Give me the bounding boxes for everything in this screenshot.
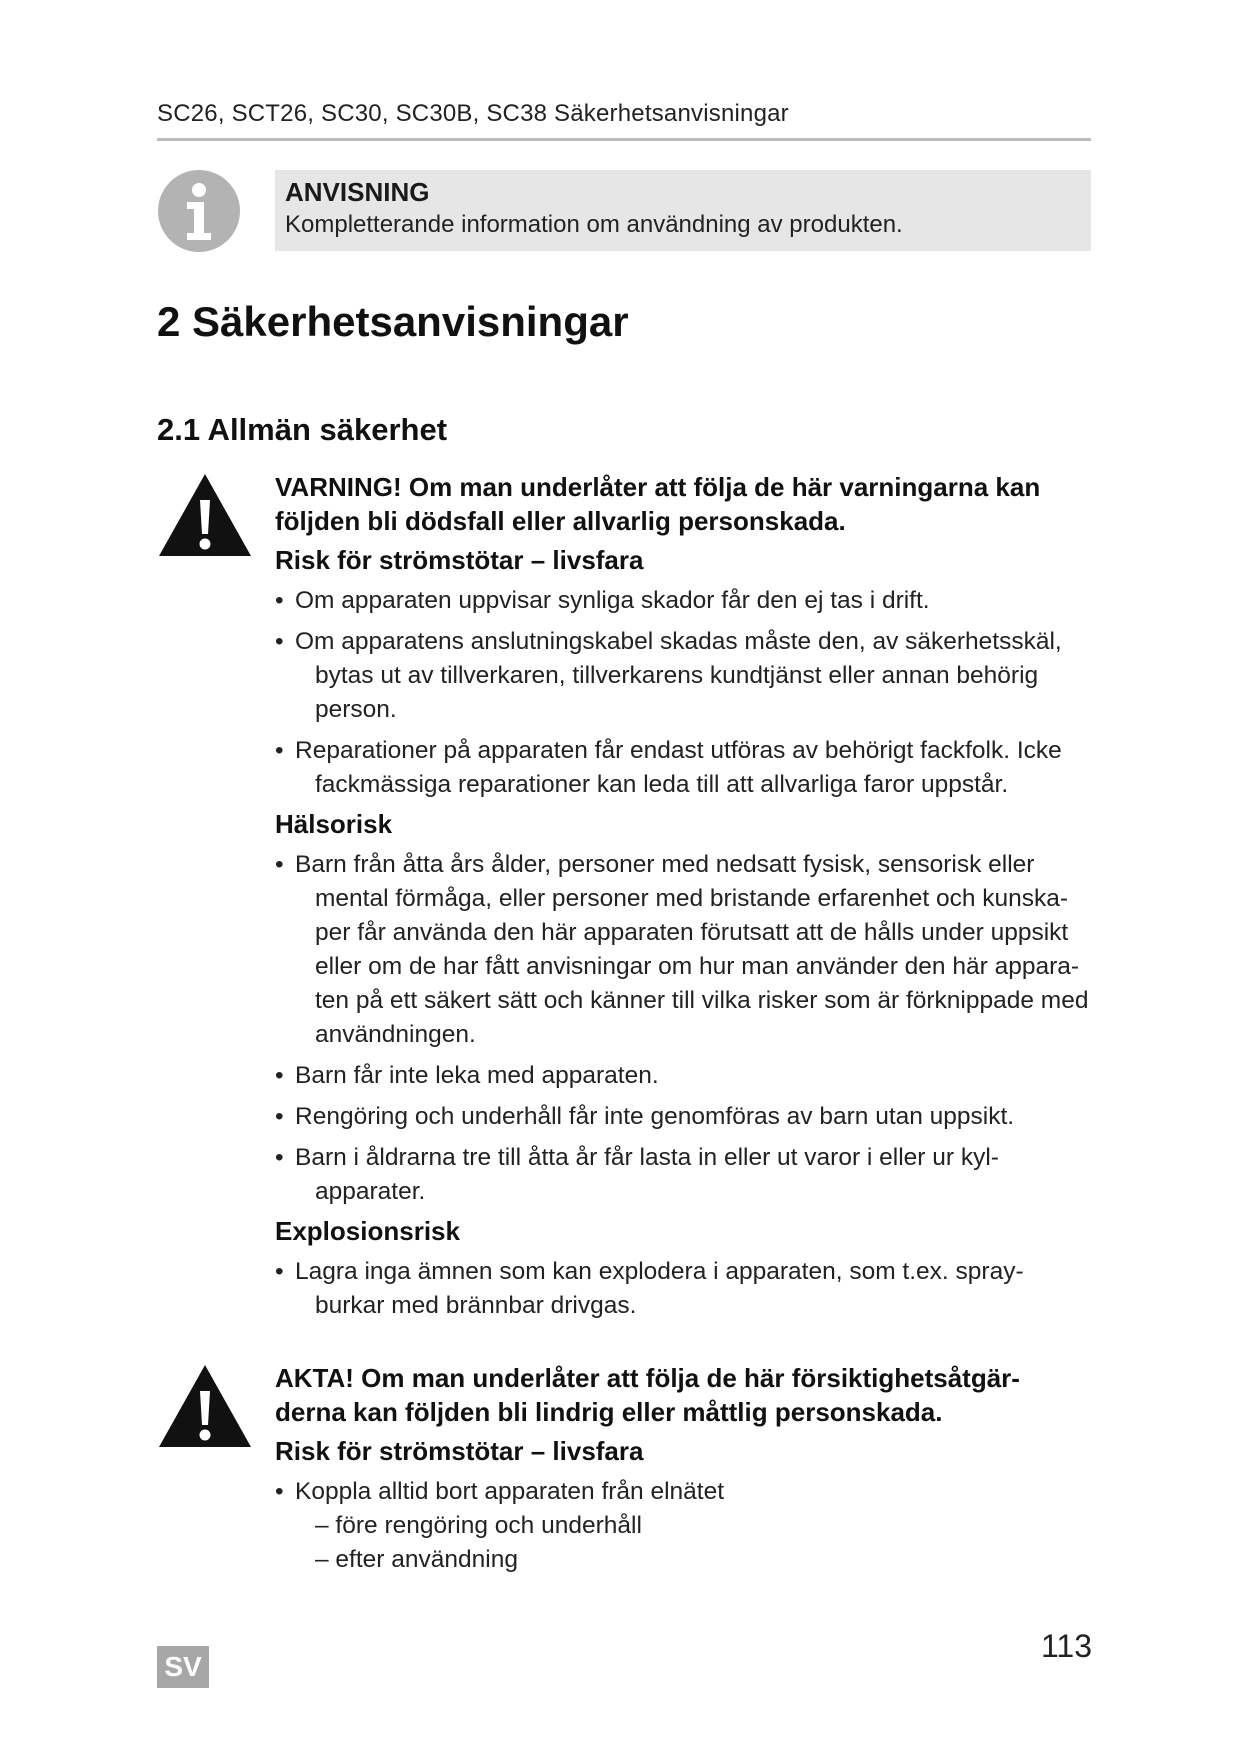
note-title: ANVISNING bbox=[285, 177, 430, 207]
caution-block bbox=[275, 1361, 1091, 1577]
info-icon bbox=[157, 169, 241, 253]
list-item: • Rengöring och underhåll får inte genomföras av barn utan uppsikt. bbox=[275, 1103, 1015, 1130]
list-item: • Barn i åldrarna tre till åtta år får lasta in eller ut varor i eller ur kyl- apparater. bbox=[275, 1144, 999, 1205]
explosion-risk-heading: Explosionsrisk bbox=[275, 1216, 460, 1246]
section-title: 2.1 Allmän säkerhet bbox=[157, 412, 448, 447]
warning-block bbox=[275, 470, 1091, 1323]
language-badge: SV bbox=[157, 1646, 209, 1688]
page-number: 113 bbox=[1040, 1628, 1092, 1664]
list-item: • Koppla alltid bort apparaten från elnätet – före rengöring och underhåll – efter användning bbox=[275, 1475, 1091, 1577]
warning-triangle-icon bbox=[157, 472, 253, 558]
list-item: • Om apparaten uppvisar synliga skador får den ej tas i drift. bbox=[275, 587, 930, 614]
sub-item: – före rengöring och underhåll bbox=[315, 1512, 642, 1539]
list-item: • Barn från åtta års ålder, personer med nedsatt fysisk, sensorisk eller mental förmåga, eller personer med bristande erfarenhet och kunska- per får använda den här apparaten förutsatt att de hålls under uppsikt eller om de har fått anvisningar om hur man använder den här appara- ten på ett säkert sätt och känner till vilka risker som är förknippade med användningen. bbox=[275, 851, 1089, 1048]
caution-electric-heading: Risk för strömstötar – livsfara bbox=[275, 1436, 644, 1466]
list-item: • Reparationer på apparaten får endast utföras av behörigt fackfolk. Icke fackmässiga reparationer kan leda till att allvarliga faror uppstår. bbox=[275, 737, 1062, 798]
list-item: • Om apparatens anslutningskabel skadas måste den, av säkerhetsskäl, bytas ut av tillverkaren, tillverkarens kundtjänst eller annan behörig person. bbox=[275, 628, 1062, 723]
electric-shock-heading: Risk för strömstötar – livsfara bbox=[275, 545, 644, 575]
health-risk-heading: Hälsorisk bbox=[275, 809, 393, 839]
list-item: • Barn får inte leka med apparaten. bbox=[275, 1062, 659, 1089]
caution-triangle-icon bbox=[157, 1363, 253, 1449]
caution-lead: AKTA! Om man underlåter att följa de här försiktighetsåtgär- derna kan följden bli lindrig eller måttlig personskada. bbox=[275, 1363, 1020, 1427]
warning-lead: VARNING! Om man underlåter att följa de här varningarna kan följden bli dödsfall eller allvarlig personskada. bbox=[275, 472, 1041, 536]
sub-item: – efter användning bbox=[315, 1546, 518, 1573]
header-divider bbox=[157, 138, 1091, 141]
list-item: • Lagra inga ämnen som kan explodera i apparaten, som t.ex. spray- burkar med brännbar drivgas. bbox=[275, 1258, 1024, 1319]
running-header: SC26, SCT26, SC30, SC30B, SC38 Säkerhetsanvisningar bbox=[157, 100, 789, 127]
note-box bbox=[275, 170, 1091, 251]
chapter-title: 2 Säkerhetsanvisningar bbox=[157, 298, 629, 345]
note-text: Kompletterande information om användning av produkten. bbox=[285, 211, 903, 238]
